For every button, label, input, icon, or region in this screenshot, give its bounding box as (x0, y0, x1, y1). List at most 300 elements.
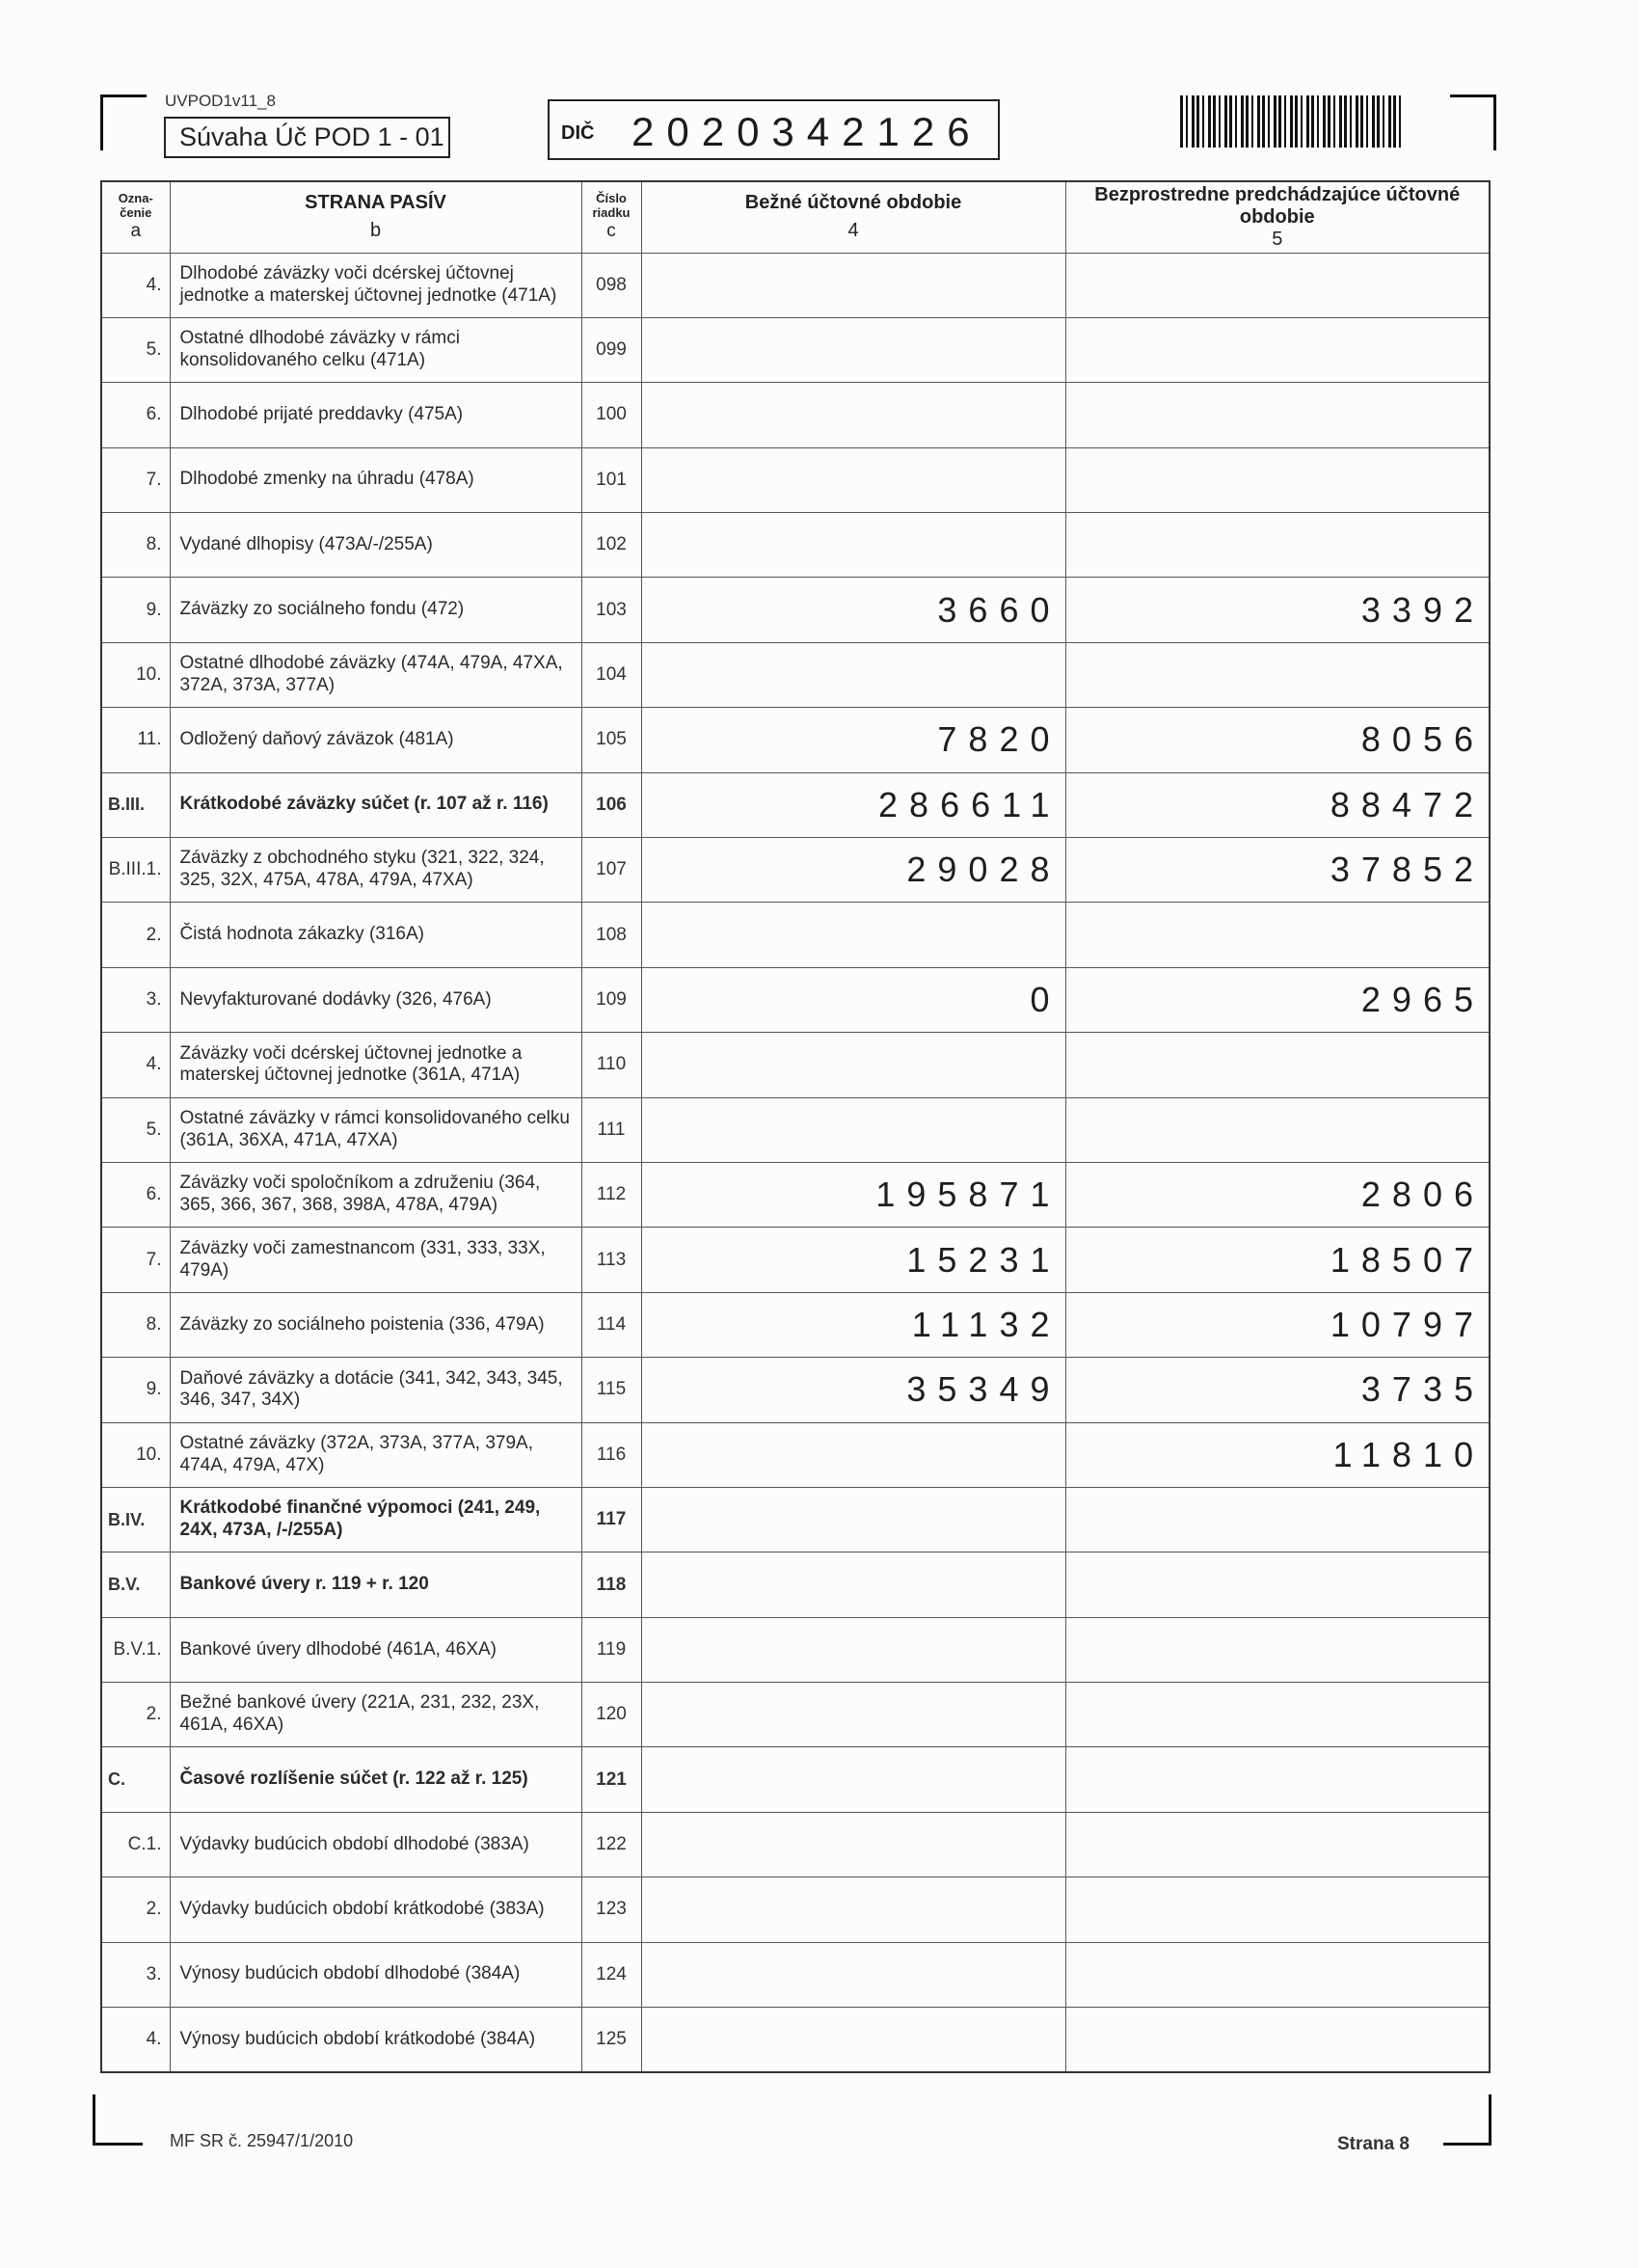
row-previous-value-text: 10797 (1330, 1304, 1485, 1344)
row-designation-text: 9. (146, 599, 162, 620)
row-description-text: Záväzky zo sociálneho poistenia (336, 479A) (179, 1313, 545, 1335)
row-description-text: Výnosy budúcich období dlhodobé (384A) (179, 1963, 521, 1984)
table-row (101, 253, 1490, 317)
row-current-value (641, 383, 1065, 447)
row-description-text: Čistá hodnota zákazky (316A) (179, 924, 424, 945)
row-number (581, 513, 641, 578)
row-designation-text: C. (108, 1769, 125, 1790)
row-number (581, 1747, 641, 1812)
row-designation-text: B.V.1. (113, 1638, 162, 1660)
row-description (170, 1487, 581, 1552)
row-designation-text: 4. (146, 2028, 162, 2049)
row-number (581, 2008, 641, 2072)
row-number-text: 122 (596, 1834, 627, 1855)
row-description-text: Ostatné dlhodobé záväzky (474A, 479A, 47XA, 372A, 373A, 377A) (179, 653, 563, 696)
table-row (101, 1292, 1490, 1357)
corner-mark-bottom-right-vertical (1489, 2094, 1491, 2146)
table-row (101, 1487, 1490, 1552)
row-designation (101, 1942, 170, 2007)
corner-mark-bottom-left (93, 2143, 143, 2146)
row-description (170, 2008, 581, 2072)
row-current-value-text: 11132 (911, 1304, 1061, 1344)
row-current-value-text: 35349 (906, 1369, 1061, 1410)
dic-value: 2020342126 (631, 109, 982, 154)
row-previous-value (1065, 838, 1490, 903)
row-description (170, 1097, 581, 1162)
row-number-text: 100 (596, 404, 627, 425)
row-number (581, 317, 641, 382)
row-current-value (641, 772, 1065, 837)
row-designation-text: 7. (146, 469, 162, 490)
row-number (581, 1942, 641, 2007)
table-row (101, 1812, 1490, 1876)
row-description-text: Ostatné záväzky (372A, 373A, 377A, 379A, 474A, 479A, 47X) (179, 1432, 534, 1475)
row-current-value (641, 967, 1065, 1032)
row-designation (101, 1487, 170, 1552)
row-description (170, 838, 581, 903)
row-number (581, 578, 641, 642)
col-header-designation-title: Ozna-čenie (118, 191, 153, 221)
row-number-text: 107 (596, 859, 627, 880)
row-previous-value-text: 3392 (1360, 589, 1485, 630)
row-designation-text: 8. (146, 534, 162, 555)
row-previous-value (1065, 967, 1490, 1032)
row-number (581, 642, 641, 707)
row-designation-text: 2. (146, 1704, 162, 1725)
corner-mark-top-right (1450, 94, 1496, 97)
row-designation (101, 903, 170, 967)
row-previous-value-text: 18507 (1330, 1239, 1485, 1280)
row-number (581, 967, 641, 1032)
row-description (170, 1162, 581, 1227)
row-number-text: 114 (596, 1313, 627, 1335)
row-designation-text: B.IV. (108, 1509, 146, 1529)
row-designation-text: 2. (146, 1899, 162, 1920)
row-number (581, 447, 641, 512)
row-designation-text: 10. (136, 664, 162, 686)
row-designation (101, 1747, 170, 1812)
row-previous-value (1065, 642, 1490, 707)
row-designation (101, 967, 170, 1032)
row-number (581, 1228, 641, 1292)
row-previous-value-text: 2965 (1360, 979, 1485, 1019)
row-number-text: 098 (596, 274, 627, 295)
row-number-text: 115 (596, 1379, 627, 1400)
col-header-row-number-title: Číslo riadku (592, 191, 631, 221)
dic-box (548, 99, 1000, 160)
row-description (170, 513, 581, 578)
row-current-value-text: 286611 (878, 784, 1061, 824)
row-designation (101, 578, 170, 642)
row-description-text: Dlhodobé prijaté preddavky (475A) (179, 404, 464, 425)
row-description-text: Časové rozlíšenie súčet (r. 122 až r. 125) (179, 1768, 528, 1790)
row-previous-value (1065, 1812, 1490, 1876)
table-row (101, 1358, 1490, 1422)
row-previous-value (1065, 1422, 1490, 1487)
table-header-row (101, 181, 1490, 253)
table-row (101, 383, 1490, 447)
row-previous-value (1065, 1552, 1490, 1617)
row-description (170, 903, 581, 967)
row-description (170, 1683, 581, 1747)
row-description-text: Ostatné dlhodobé záväzky v rámci konsolidovaného celku (471A) (179, 328, 460, 371)
row-designation-text: 6. (146, 404, 162, 425)
row-description (170, 1358, 581, 1422)
table-row (101, 1683, 1490, 1747)
row-designation-text: B.V. (108, 1575, 141, 1594)
row-current-value-text: 7820 (937, 719, 1061, 760)
row-description-text: Bankové úvery dlhodobé (461A, 46XA) (179, 1638, 497, 1660)
row-number-text: 108 (596, 924, 627, 945)
row-designation (101, 1033, 170, 1097)
row-designation (101, 1228, 170, 1292)
row-current-value (641, 1422, 1065, 1487)
row-previous-value (1065, 2008, 1490, 2072)
row-number-text: 123 (596, 1899, 627, 1920)
row-number-text: 124 (596, 1963, 627, 1984)
col-header-row-number-sub: c (606, 221, 616, 242)
row-previous-value-text: 8056 (1360, 719, 1485, 760)
row-current-value (641, 253, 1065, 317)
row-previous-value (1065, 1942, 1490, 2007)
row-number (581, 1683, 641, 1747)
row-number (581, 838, 641, 903)
row-designation (101, 1358, 170, 1422)
col-header-designation (101, 181, 170, 253)
row-description (170, 317, 581, 382)
row-current-value (641, 1162, 1065, 1227)
row-previous-value (1065, 708, 1490, 772)
row-designation (101, 447, 170, 512)
row-designation-text: 9. (146, 1379, 162, 1400)
row-current-value (641, 1747, 1065, 1812)
row-current-value-text: 3660 (937, 589, 1061, 630)
barcode (1180, 95, 1405, 148)
row-number (581, 1487, 641, 1552)
row-description-text: Ostatné záväzky v rámci konsolidovaného celku (361A, 36XA, 471A, 47XA) (179, 1107, 570, 1150)
row-designation (101, 1422, 170, 1487)
row-designation (101, 1162, 170, 1227)
col-header-designation-sub: a (130, 221, 142, 242)
row-description (170, 1422, 581, 1487)
row-designation-text: 10. (136, 1444, 162, 1465)
liabilities-table (100, 180, 1491, 2073)
row-designation (101, 1552, 170, 1617)
row-designation-text: 4. (146, 274, 162, 295)
corner-mark-top-right-vertical (1493, 94, 1496, 150)
row-description (170, 253, 581, 317)
row-description (170, 1617, 581, 1682)
row-previous-value-text: 2806 (1360, 1174, 1485, 1215)
row-designation (101, 383, 170, 447)
row-description (170, 578, 581, 642)
row-description (170, 967, 581, 1032)
row-current-value (641, 642, 1065, 707)
row-designation-text: B.III. (108, 795, 146, 815)
col-header-liabilities-sub: b (369, 220, 382, 242)
row-previous-value (1065, 1162, 1490, 1227)
row-number-text: 106 (596, 794, 627, 815)
col-header-liabilities-title: STRANA PASÍV (305, 192, 446, 214)
row-number (581, 1877, 641, 1942)
row-designation (101, 1812, 170, 1876)
row-number-text: 110 (596, 1054, 627, 1075)
row-previous-value (1065, 903, 1490, 967)
row-designation (101, 772, 170, 837)
table-row (101, 578, 1490, 642)
row-previous-value (1065, 772, 1490, 837)
row-previous-value (1065, 578, 1490, 642)
row-description-text: Vydané dlhopisy (473A/-/255A) (179, 533, 433, 554)
row-previous-value (1065, 253, 1490, 317)
row-description-text: Dlhodobé zmenky na úhradu (478A) (179, 469, 474, 490)
row-designation-text: 5. (146, 339, 162, 361)
table-row (101, 1747, 1490, 1812)
table-row (101, 708, 1490, 772)
row-designation (101, 1097, 170, 1162)
row-number-text: 116 (596, 1444, 627, 1465)
row-previous-value-text: 3735 (1360, 1369, 1485, 1410)
row-current-value (641, 1683, 1065, 1747)
table-row (101, 1097, 1490, 1162)
row-description (170, 1812, 581, 1876)
col-header-liabilities (170, 181, 581, 253)
corner-mark-bottom-left-vertical (93, 2094, 95, 2146)
row-description-text: Záväzky voči zamestnancom (331, 333, 33X, 479A) (179, 1237, 546, 1281)
row-designation-text: 3. (146, 1963, 162, 1984)
row-current-value-text: 15231 (906, 1239, 1061, 1280)
row-number-text: 111 (597, 1119, 626, 1140)
row-description-text: Bankové úvery r. 119 + r. 120 (179, 1574, 429, 1595)
row-number-text: 099 (596, 339, 627, 361)
row-designation (101, 513, 170, 578)
row-current-value (641, 1487, 1065, 1552)
row-current-value (641, 447, 1065, 512)
row-current-value (641, 1228, 1065, 1292)
row-number-text: 109 (596, 988, 627, 1010)
row-number-text: 112 (596, 1184, 627, 1205)
col-header-previous-period-sub: 5 (1272, 228, 1283, 250)
row-description (170, 1292, 581, 1357)
page-number: Strana 8 (1337, 2134, 1410, 2154)
row-description (170, 1228, 581, 1292)
row-designation (101, 253, 170, 317)
row-designation-text: 4. (146, 1054, 162, 1075)
row-designation-text: 2. (146, 924, 162, 945)
row-current-value (641, 1292, 1065, 1357)
row-number-text: 101 (596, 469, 627, 490)
row-designation-text: 11. (137, 729, 162, 750)
row-description-text: Záväzky z obchodného styku (321, 322, 324, 325, 32X, 475A, 478A, 479A, 47XA) (179, 848, 545, 891)
row-number (581, 1617, 641, 1682)
row-designation-text: C.1. (127, 1834, 162, 1855)
table-row (101, 642, 1490, 707)
col-header-current-period-sub: 4 (847, 220, 859, 242)
table-row (101, 1552, 1490, 1617)
row-number-text: 103 (596, 599, 627, 620)
row-previous-value (1065, 1358, 1490, 1422)
row-current-value-text: 0 (1030, 979, 1061, 1019)
row-number-text: 113 (596, 1249, 627, 1270)
row-designation (101, 838, 170, 903)
row-current-value-text: 29028 (906, 850, 1061, 890)
table-row (101, 903, 1490, 967)
row-previous-value (1065, 1747, 1490, 1812)
row-number-text: 125 (596, 2028, 627, 2049)
row-previous-value (1065, 1292, 1490, 1357)
row-current-value (641, 1552, 1065, 1617)
row-designation (101, 1292, 170, 1357)
dic-label: DIČ (561, 122, 595, 144)
row-description (170, 1552, 581, 1617)
table-row (101, 1033, 1490, 1097)
row-current-value (641, 578, 1065, 642)
row-number-text: 119 (596, 1638, 627, 1660)
row-previous-value (1065, 1487, 1490, 1552)
row-previous-value (1065, 1228, 1490, 1292)
row-description-text: Bežné bankové úvery (221A, 231, 232, 23X, 461A, 46XA) (179, 1692, 540, 1736)
row-designation (101, 1877, 170, 1942)
table-row (101, 1422, 1490, 1487)
col-header-current-period (641, 181, 1065, 253)
row-previous-value (1065, 1683, 1490, 1747)
row-description (170, 642, 581, 707)
row-number (581, 1097, 641, 1162)
row-designation (101, 317, 170, 382)
ministry-reference: MF SR č. 25947/1/2010 (170, 2131, 354, 2150)
row-description-text: Záväzky zo sociálneho fondu (472) (179, 599, 465, 620)
row-number (581, 1422, 641, 1487)
table-row (101, 2008, 1490, 2072)
table-row (101, 1162, 1490, 1227)
row-description (170, 383, 581, 447)
row-number-text: 120 (596, 1704, 627, 1725)
row-description (170, 1942, 581, 2007)
row-designation-text: 7. (146, 1249, 162, 1270)
table-row (101, 967, 1490, 1032)
row-description-text: Výdavky budúcich období dlhodobé (383A) (179, 1833, 529, 1854)
col-header-row-number (581, 181, 641, 253)
row-description-text: Výnosy budúcich období krátkodobé (384A) (179, 2028, 536, 2049)
row-description-text: Dlhodobé záväzky voči dcérskej účtovnej jednotke a materskej účtovnej jednotke (471A) (179, 262, 557, 306)
row-designation-text: 6. (146, 1184, 162, 1205)
row-current-value (641, 903, 1065, 967)
row-current-value (641, 1033, 1065, 1097)
row-number (581, 253, 641, 317)
row-description (170, 772, 581, 837)
row-current-value (641, 2008, 1065, 2072)
table-row (101, 772, 1490, 837)
row-number (581, 1358, 641, 1422)
row-previous-value (1065, 1877, 1490, 1942)
row-current-value (641, 1617, 1065, 1682)
row-number (581, 1552, 641, 1617)
row-designation-text: 5. (146, 1119, 162, 1140)
row-number (581, 1292, 641, 1357)
row-current-value (641, 1812, 1065, 1876)
table-row (101, 317, 1490, 382)
row-number (581, 903, 641, 967)
row-number-text: 118 (596, 1574, 627, 1595)
row-previous-value (1065, 447, 1490, 512)
row-number-text: 117 (596, 1509, 627, 1530)
row-designation (101, 1683, 170, 1747)
table-row (101, 1942, 1490, 2007)
row-description-text: Krátkodobé záväzky súčet (r. 107 až r. 116) (179, 794, 549, 815)
row-designation-text: 8. (146, 1313, 162, 1335)
row-number-text: 105 (596, 729, 627, 750)
row-number-text: 121 (596, 1768, 627, 1790)
row-number (581, 383, 641, 447)
row-current-value (641, 1358, 1065, 1422)
col-header-previous-period (1065, 181, 1490, 253)
row-previous-value (1065, 317, 1490, 382)
row-current-value (641, 513, 1065, 578)
row-designation-text: 3. (146, 988, 162, 1010)
row-previous-value (1065, 383, 1490, 447)
row-previous-value-text: 11810 (1332, 1434, 1485, 1474)
row-description-text: Odložený daňový záväzok (481A) (179, 729, 454, 750)
table-row (101, 1228, 1490, 1292)
row-current-value-text: 195871 (875, 1174, 1061, 1215)
row-description-text: Daňové záväzky a dotácie (341, 342, 343, 345, 346, 347, 34X) (179, 1367, 563, 1411)
form-title: Súvaha Úč POD 1 - 01 (164, 117, 450, 158)
row-number-text: 102 (596, 534, 627, 555)
row-description (170, 1747, 581, 1812)
row-designation (101, 642, 170, 707)
table-row (101, 513, 1490, 578)
row-description (170, 708, 581, 772)
row-previous-value (1065, 513, 1490, 578)
row-number (581, 772, 641, 837)
row-description (170, 1033, 581, 1097)
corner-mark-top-left-vertical (100, 94, 103, 150)
row-current-value (641, 1942, 1065, 2007)
row-description (170, 1877, 581, 1942)
row-number (581, 1162, 641, 1227)
row-designation (101, 708, 170, 772)
row-description-text: Záväzky voči spoločníkom a združeniu (364, 365, 366, 367, 368, 398A, 478A, 479A) (179, 1173, 541, 1216)
row-number-text: 104 (596, 664, 627, 686)
row-designation (101, 1617, 170, 1682)
row-description-text: Nevyfakturované dodávky (326, 476A) (179, 988, 492, 1010)
row-designation (101, 2008, 170, 2072)
row-current-value (641, 838, 1065, 903)
row-current-value (641, 1877, 1065, 1942)
row-previous-value (1065, 1033, 1490, 1097)
row-current-value (641, 708, 1065, 772)
row-number (581, 1812, 641, 1876)
row-description-text: Krátkodobé finančné výpomoci (241, 249, 24X, 473A, /-/255A) (179, 1498, 541, 1541)
row-current-value (641, 317, 1065, 382)
row-designation-text: B.III.1. (108, 859, 162, 880)
col-header-current-period-title: Bežné účtovné obdobie (744, 192, 962, 214)
row-description-text: Výdavky budúcich období krátkodobé (383A) (179, 1899, 545, 1920)
table-row (101, 447, 1490, 512)
table-row (101, 1877, 1490, 1942)
col-header-previous-period-title: Bezprostredne predchádzajúce účtovné obdobie (1094, 183, 1461, 228)
row-previous-value (1065, 1617, 1490, 1682)
corner-mark-bottom-right (1443, 2143, 1491, 2146)
table-row (101, 838, 1490, 903)
row-number (581, 1033, 641, 1097)
row-description (170, 447, 581, 512)
row-previous-value (1065, 1097, 1490, 1162)
table-row (101, 1617, 1490, 1682)
form-code: UVPOD1v11_8 (165, 92, 276, 110)
corner-mark-top-left (100, 94, 147, 97)
row-previous-value-text: 37852 (1330, 850, 1485, 890)
